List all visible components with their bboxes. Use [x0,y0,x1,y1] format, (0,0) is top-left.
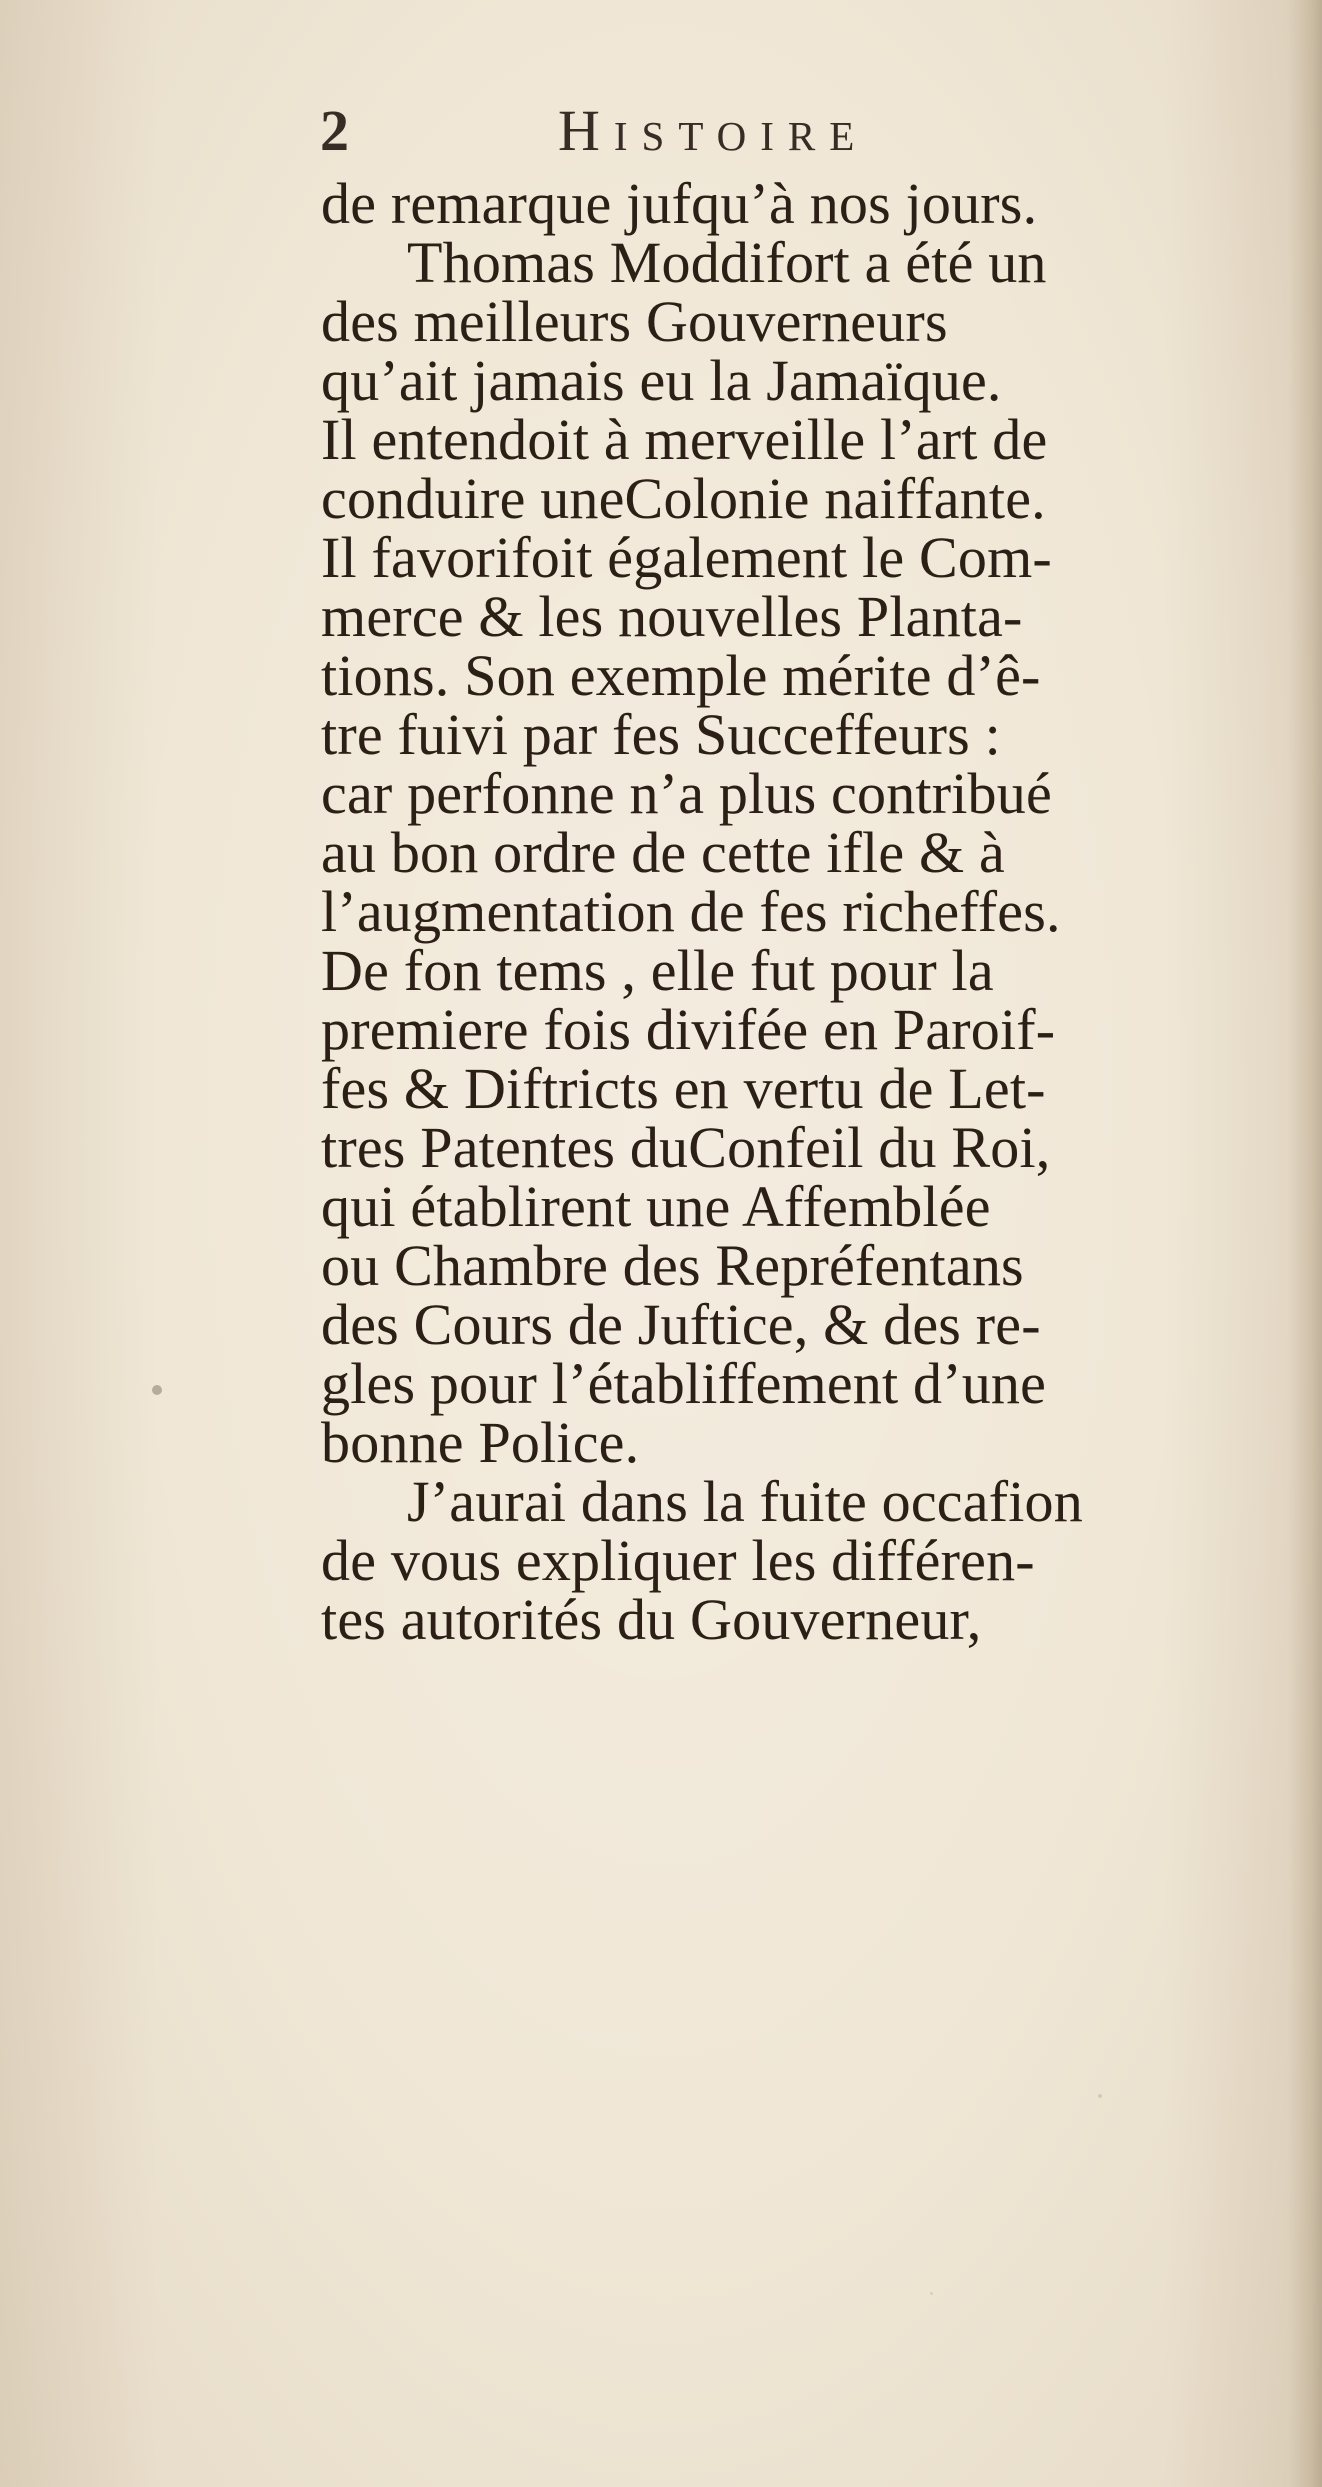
text-line: tres Patentes duConfeil du Roi, [321,1115,1051,1180]
text-line: De fon tems , elle fut pour la [321,938,994,1003]
paper-spot [930,2292,933,2295]
text-line: tre fuivi par fes Succeffeurs : [321,702,1001,767]
page-number: 2 [320,98,349,163]
text-line: tions. Son exemple mérite d’ê- [321,643,1041,708]
text-line: premiere fois divifée en Paroif- [321,997,1056,1062]
text-line: de vous expliquer les différen- [321,1528,1035,1593]
text-line: bonne Police. [321,1410,640,1475]
paper-spot [1098,2094,1102,2098]
text-line: l’augmentation de fes richeffes. [321,879,1061,944]
text-line: de remarque jufqu’à nos jours. [321,171,1038,236]
text-line: Il favorifoit également le Com- [321,525,1052,590]
text-line: au bon ordre de cette ifle & à [321,820,1005,885]
text-line: fes & Diftricts en vertu de Let- [321,1056,1046,1121]
body-text [321,171,1301,1652]
text-line: tes autorités du Gouverneur, [321,1587,982,1652]
text-line: conduire uneColonie naiffante. [321,466,1046,531]
paper-spot [152,1385,162,1395]
text-line: ou Chambre des Repréfentans [321,1233,1024,1298]
text-line: qu’ait jamais eu la Jamaïque. [321,348,1002,413]
text-line: des Cours de Juftice, & des re- [321,1292,1041,1357]
running-title: Histoire [558,98,869,163]
text-line: gles pour l’établiffement d’une [321,1351,1047,1416]
text-line: car perfonne n’a plus contribué [321,761,1052,826]
text-line: Thomas Moddifort a été un [407,230,1047,295]
text-line: Il entendoit à merveille l’art de [321,407,1048,472]
text-line: des meilleurs Gouverneurs [321,289,948,354]
text-line: qui établirent une Affemblée [321,1174,991,1239]
text-line: merce & les nouvelles Planta- [321,584,1023,649]
text-line: J’aurai dans la fuite occafion [407,1469,1083,1534]
